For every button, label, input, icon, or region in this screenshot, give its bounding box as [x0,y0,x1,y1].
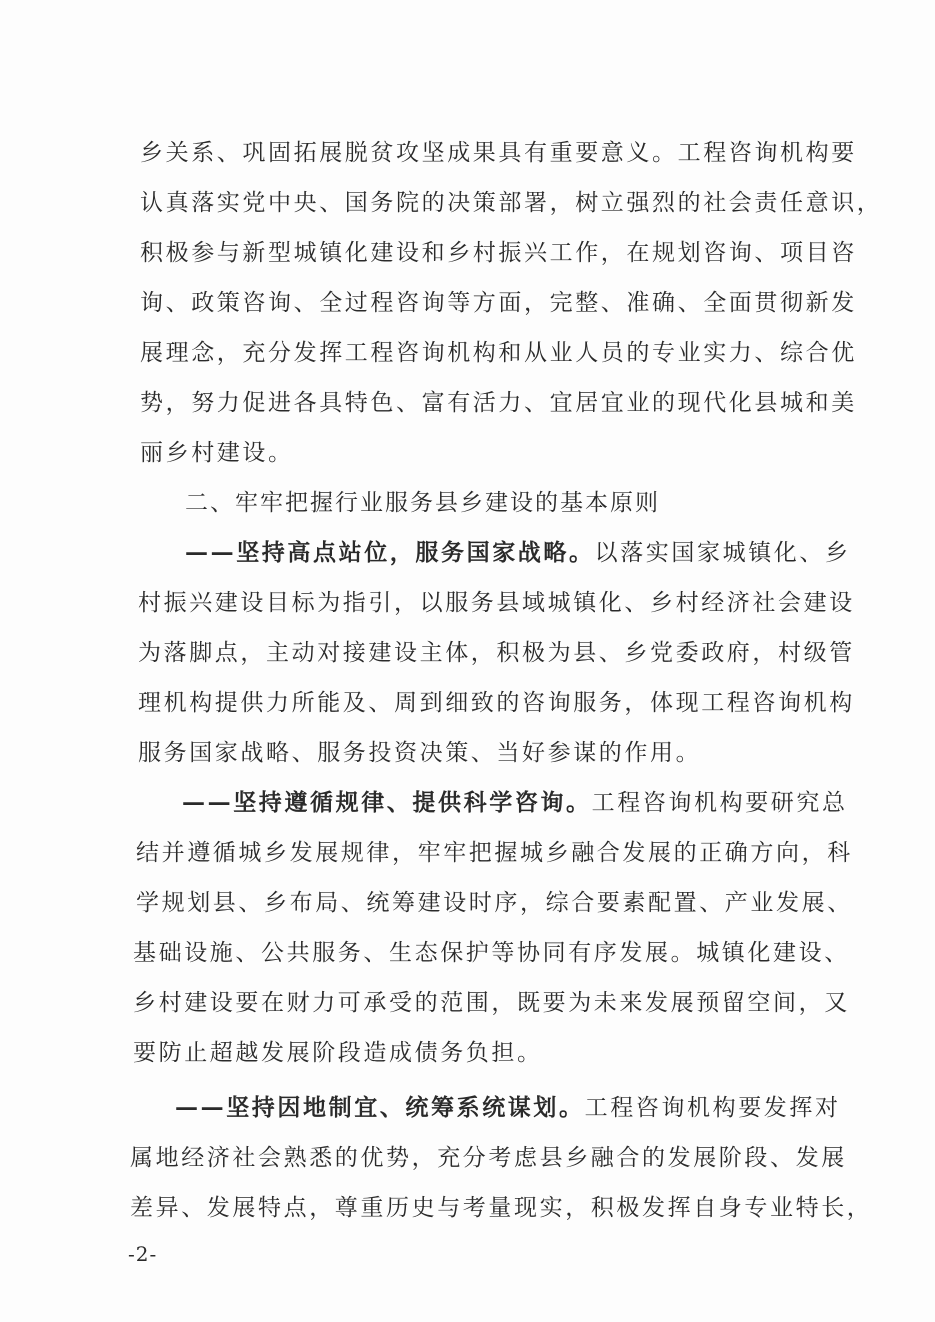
paragraph-line: 展理念，充分发挥工程咨询机构和从业人员的专业实力、综合优 [140,340,857,366]
section-heading: 二、牢牢把握行业服务县乡建设的基本原则 [185,490,660,516]
paragraph-line: 基础设施、公共服务、生态保护等协同有序发展。城镇化建设、 [133,940,850,966]
principle-first-line [182,788,848,818]
paragraph-line: 村振兴建设目标为指引，以服务县域城镇化、乡村经济社会建设 [138,590,855,616]
paragraph-line: 服务国家战略、服务投资决策、当好参谋的作用。 [138,740,702,766]
paragraph-line: 学规划县、乡布局、统筹建设时序，综合要素配置、产业发展、 [136,890,853,916]
principle-title: ——坚持高点站位，服务国家战略。 [185,539,595,566]
principle-text: 工程咨询机构要发挥对 [584,1095,841,1121]
paragraph-line: 乡关系、巩固拓展脱贫攻坚成果具有重要意义。工程咨询机构要 [140,140,857,166]
paragraph-line: 势，努力促进各具特色、富有活力、宜居宜业的现代化县城和美 [140,390,857,416]
paragraph-line: 认真落实党中央、国务院的决策部署，树立强烈的社会责任意识， [140,190,883,216]
paragraph-line: 乡村建设要在财力可承受的范围，既要为未来发展预留空间，又 [133,990,850,1016]
page-number: -2- [128,1242,158,1266]
paragraph-line: 理机构提供力所能及、周到细致的咨询服务，体现工程咨询机构 [138,690,855,716]
paragraph-line: 属地经济社会熟悉的优势，充分考虑县乡融合的发展阶段、发展 [130,1145,847,1171]
principle-first-line [185,538,851,568]
paragraph-line: 丽乡村建设。 [140,440,294,466]
paragraph-line: 差异、发展特点，尊重历史与考量现实，积极发挥自身专业特长， [130,1195,873,1221]
paragraph-line: 询、政策咨询、全过程咨询等方面，完整、准确、全面贯彻新发 [140,290,857,316]
principle-text: 以落实国家城镇化、乡 [594,540,851,566]
principle-title: ——坚持遵循规律、提供科学咨询。 [182,789,592,816]
paragraph-line: 要防止超越发展阶段造成债务负担。 [133,1040,543,1066]
principle-text: 工程咨询机构要研究总 [591,790,848,816]
paragraph-line: 积极参与新型城镇化建设和乡村振兴工作，在规划咨询、项目咨 [140,240,857,266]
principle-title: ——坚持因地制宜、统筹系统谋划。 [175,1094,585,1121]
paragraph-line: 为落脚点，主动对接建设主体，积极为县、乡党委政府，村级管 [138,640,855,666]
principle-first-line [175,1093,841,1123]
paragraph-line: 结并遵循城乡发展规律，牢牢把握城乡融合发展的正确方向，科 [136,840,853,866]
